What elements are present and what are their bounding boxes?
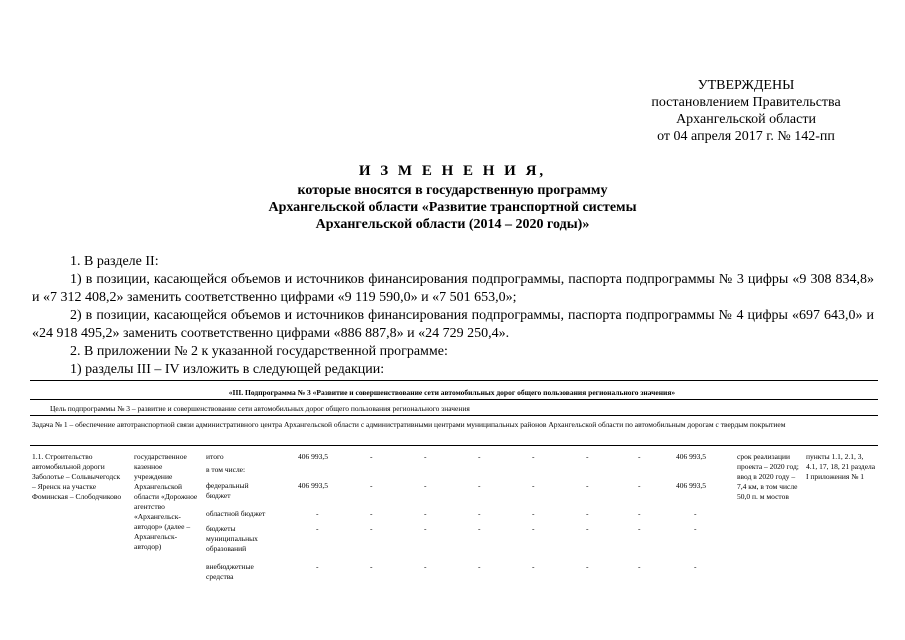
paragraph-2: 1) в позиции, касающейся объемов и источников финансирования подпрограммы, паспорта подпрограммы № 3 цифры «9 308 834,8» и «7 312 408,2» заменить соответственно цифрами «9 119 590,0» и «7 501 653,0»;	[32, 272, 874, 305]
table-rule	[30, 399, 878, 400]
source-label: в том числе:	[206, 465, 246, 474]
document-subtitle-1: которые вносятся в государственную программу	[297, 183, 608, 198]
table-cell: -	[370, 481, 373, 490]
section-title: «III. Подпрограмма № 3 «Развитие и совершенствование сети автомобильных дорог общего пользования регионального значения»	[228, 388, 676, 397]
table-cell: -	[424, 524, 427, 533]
table-cell: -	[370, 452, 373, 461]
table-cell: -	[370, 524, 373, 533]
approval-line-3: Архангельской области	[676, 112, 816, 127]
table-cell: -	[370, 562, 373, 571]
table-cell: -	[694, 509, 697, 518]
approval-line-2: постановлением Правительства	[651, 95, 841, 110]
table-cell: -	[586, 562, 589, 571]
paragraph-1: 1. В разделе II:	[70, 254, 159, 269]
table-cell: -	[424, 452, 427, 461]
table-cell: -	[316, 524, 319, 533]
table-cell: -	[532, 524, 535, 533]
measure-result: срок реализации проекта – 2020 год; ввод в 2020 году – 7,4 км, в том числе 50,0 п. м мостов	[737, 452, 799, 501]
body-text	[32, 253, 874, 379]
table-cell: -	[586, 452, 589, 461]
table-cell: -	[316, 509, 319, 518]
table-cell: 406 993,5	[676, 452, 706, 461]
subprogram-goal: Цель подпрограммы № 3 – развитие и совершенствование сети автомобильных дорог общего пользования регионального значения	[50, 404, 470, 413]
table-cell: -	[638, 481, 641, 490]
table-cell: -	[316, 562, 319, 571]
table-cell: -	[532, 481, 535, 490]
table-cell: -	[424, 562, 427, 571]
table-rule	[30, 415, 878, 416]
source-label: федеральный бюджет	[206, 481, 249, 500]
table-rule	[30, 445, 878, 446]
paragraph-3: 2) в позиции, касающейся объемов и источников финансирования подпрограммы, паспорта подпрограммы № 4 цифры «697 643,0» и «24 918 495,2» заменить соответственно цифрами «886 887,8» и «24 729 250,4».	[32, 308, 874, 341]
paragraph-4: 2. В приложении № 2 к указанной государственной программе:	[70, 344, 448, 359]
paragraph-5: 1) разделы III – IV изложить в следующей редакции:	[70, 362, 385, 377]
table-cell: -	[586, 524, 589, 533]
table-cell: -	[638, 562, 641, 571]
table-cell: -	[694, 562, 697, 571]
measure-links: пункты 1.1, 2.1, 3, 4.1, 17, 18, 21 раздела I приложения № 1	[806, 452, 876, 481]
table-cell: -	[694, 524, 697, 533]
table-top-rule	[30, 380, 878, 381]
table-cell: -	[424, 509, 427, 518]
table-cell: -	[532, 562, 535, 571]
table-cell: 406 993,5	[676, 481, 706, 490]
approval-line-1: УТВЕРЖДЕНЫ	[697, 78, 795, 93]
table-cell: -	[424, 481, 427, 490]
table-cell: 406 993,5	[298, 481, 328, 490]
document-subtitle-3: Архангельской области (2014 – 2020 годы)»	[315, 217, 590, 232]
measure-name: 1.1. Строительство автомобильной дороги Заболотье – Сольвычегодск – Яренск на участке Фоминская – Слободчиково	[32, 452, 122, 501]
measure-executor: государственное казенное учреждение Архангельской области «Дорожное агентство «Архангельск-автодор» (далее – Архангельск-автодор)	[134, 452, 198, 551]
table-cell: -	[638, 509, 641, 518]
table-cell: -	[532, 452, 535, 461]
task-row: Задача № 1 – обеспечение автотранспортной связи административного центра Архангельской области с административными центрами муниципальных районов Архангельской области по автомобильным дорогам с твердым покрытием	[32, 420, 786, 429]
table-cell: -	[478, 509, 481, 518]
table-cell: -	[478, 452, 481, 461]
table-cell: -	[478, 562, 481, 571]
table-cell: -	[586, 481, 589, 490]
source-label: бюджеты муниципальных образований	[206, 524, 258, 553]
table-cell: 406 993,5	[298, 452, 328, 461]
table-cell: -	[478, 481, 481, 490]
table-cell: -	[638, 452, 641, 461]
source-label: итого	[206, 452, 224, 461]
table-cell: -	[370, 509, 373, 518]
table-cell: -	[532, 509, 535, 518]
source-label: областной бюджет	[206, 509, 266, 518]
document-subtitle-2: Архангельской области «Развитие транспортной системы	[268, 200, 637, 215]
document-title: И З М Е Н Е Н И Я,	[358, 163, 547, 179]
approval-block	[640, 77, 852, 145]
approval-line-4: от 04 апреля 2017 г. № 142-пп	[657, 129, 835, 144]
table-cell: -	[638, 524, 641, 533]
table-cell: -	[478, 524, 481, 533]
table-cell: -	[586, 509, 589, 518]
source-label: внебюджетные средства	[206, 562, 254, 581]
